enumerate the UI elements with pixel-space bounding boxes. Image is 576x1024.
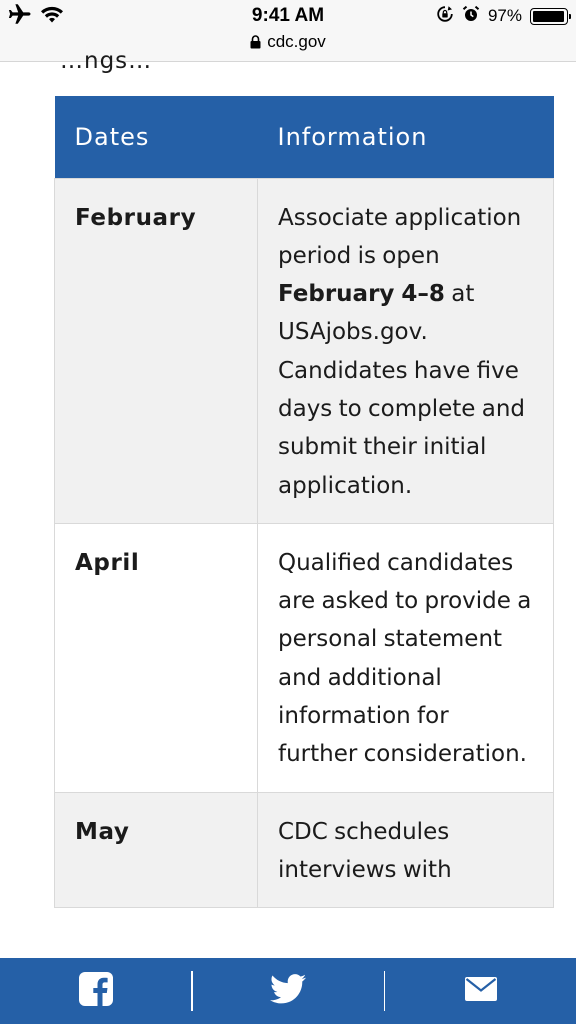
info-text: at USAjobs.gov. Candidates have five days to complete and submit their initial application. bbox=[278, 281, 526, 499]
battery-icon bbox=[530, 8, 568, 25]
info-highlight: February 4–8 bbox=[278, 281, 445, 308]
table-header-row bbox=[55, 96, 554, 178]
email-icon bbox=[465, 977, 497, 1005]
info-text: Associate application period is open bbox=[278, 204, 522, 269]
column-header-dates: Dates bbox=[55, 96, 258, 178]
page-content bbox=[0, 48, 576, 958]
alarm-icon bbox=[462, 5, 480, 28]
share-twitter-button[interactable] bbox=[193, 958, 384, 1024]
info-text: CDC schedules interviews with bbox=[278, 818, 452, 883]
rotation-lock-icon bbox=[436, 5, 454, 28]
info-text: Qualified candidates are asked to provide a personal statement and additional information for further consideration. bbox=[278, 549, 532, 768]
address-url: cdc.gov bbox=[267, 32, 326, 51]
lock-icon bbox=[250, 33, 261, 55]
date-cell: April bbox=[55, 523, 258, 792]
date-cell: February bbox=[55, 178, 258, 523]
facebook-icon bbox=[79, 972, 113, 1010]
share-email-button[interactable] bbox=[385, 958, 576, 1024]
twitter-icon bbox=[270, 974, 306, 1008]
share-facebook-button[interactable] bbox=[0, 958, 191, 1024]
column-header-information: Information bbox=[258, 96, 554, 178]
table-row bbox=[55, 792, 554, 908]
table-row bbox=[55, 178, 554, 523]
table-row bbox=[55, 523, 554, 792]
status-right bbox=[436, 4, 568, 28]
information-cell bbox=[258, 523, 554, 792]
schedule-table bbox=[54, 96, 554, 908]
date-cell: May bbox=[55, 792, 258, 908]
partial-text: …ngs… bbox=[60, 48, 153, 74]
share-bar bbox=[0, 958, 576, 1024]
information-cell bbox=[258, 792, 554, 908]
information-cell bbox=[258, 178, 554, 523]
status-time: 9:41 AM bbox=[251, 5, 325, 26]
battery-percent: 97% bbox=[487, 6, 522, 25]
battery-level bbox=[533, 11, 564, 22]
